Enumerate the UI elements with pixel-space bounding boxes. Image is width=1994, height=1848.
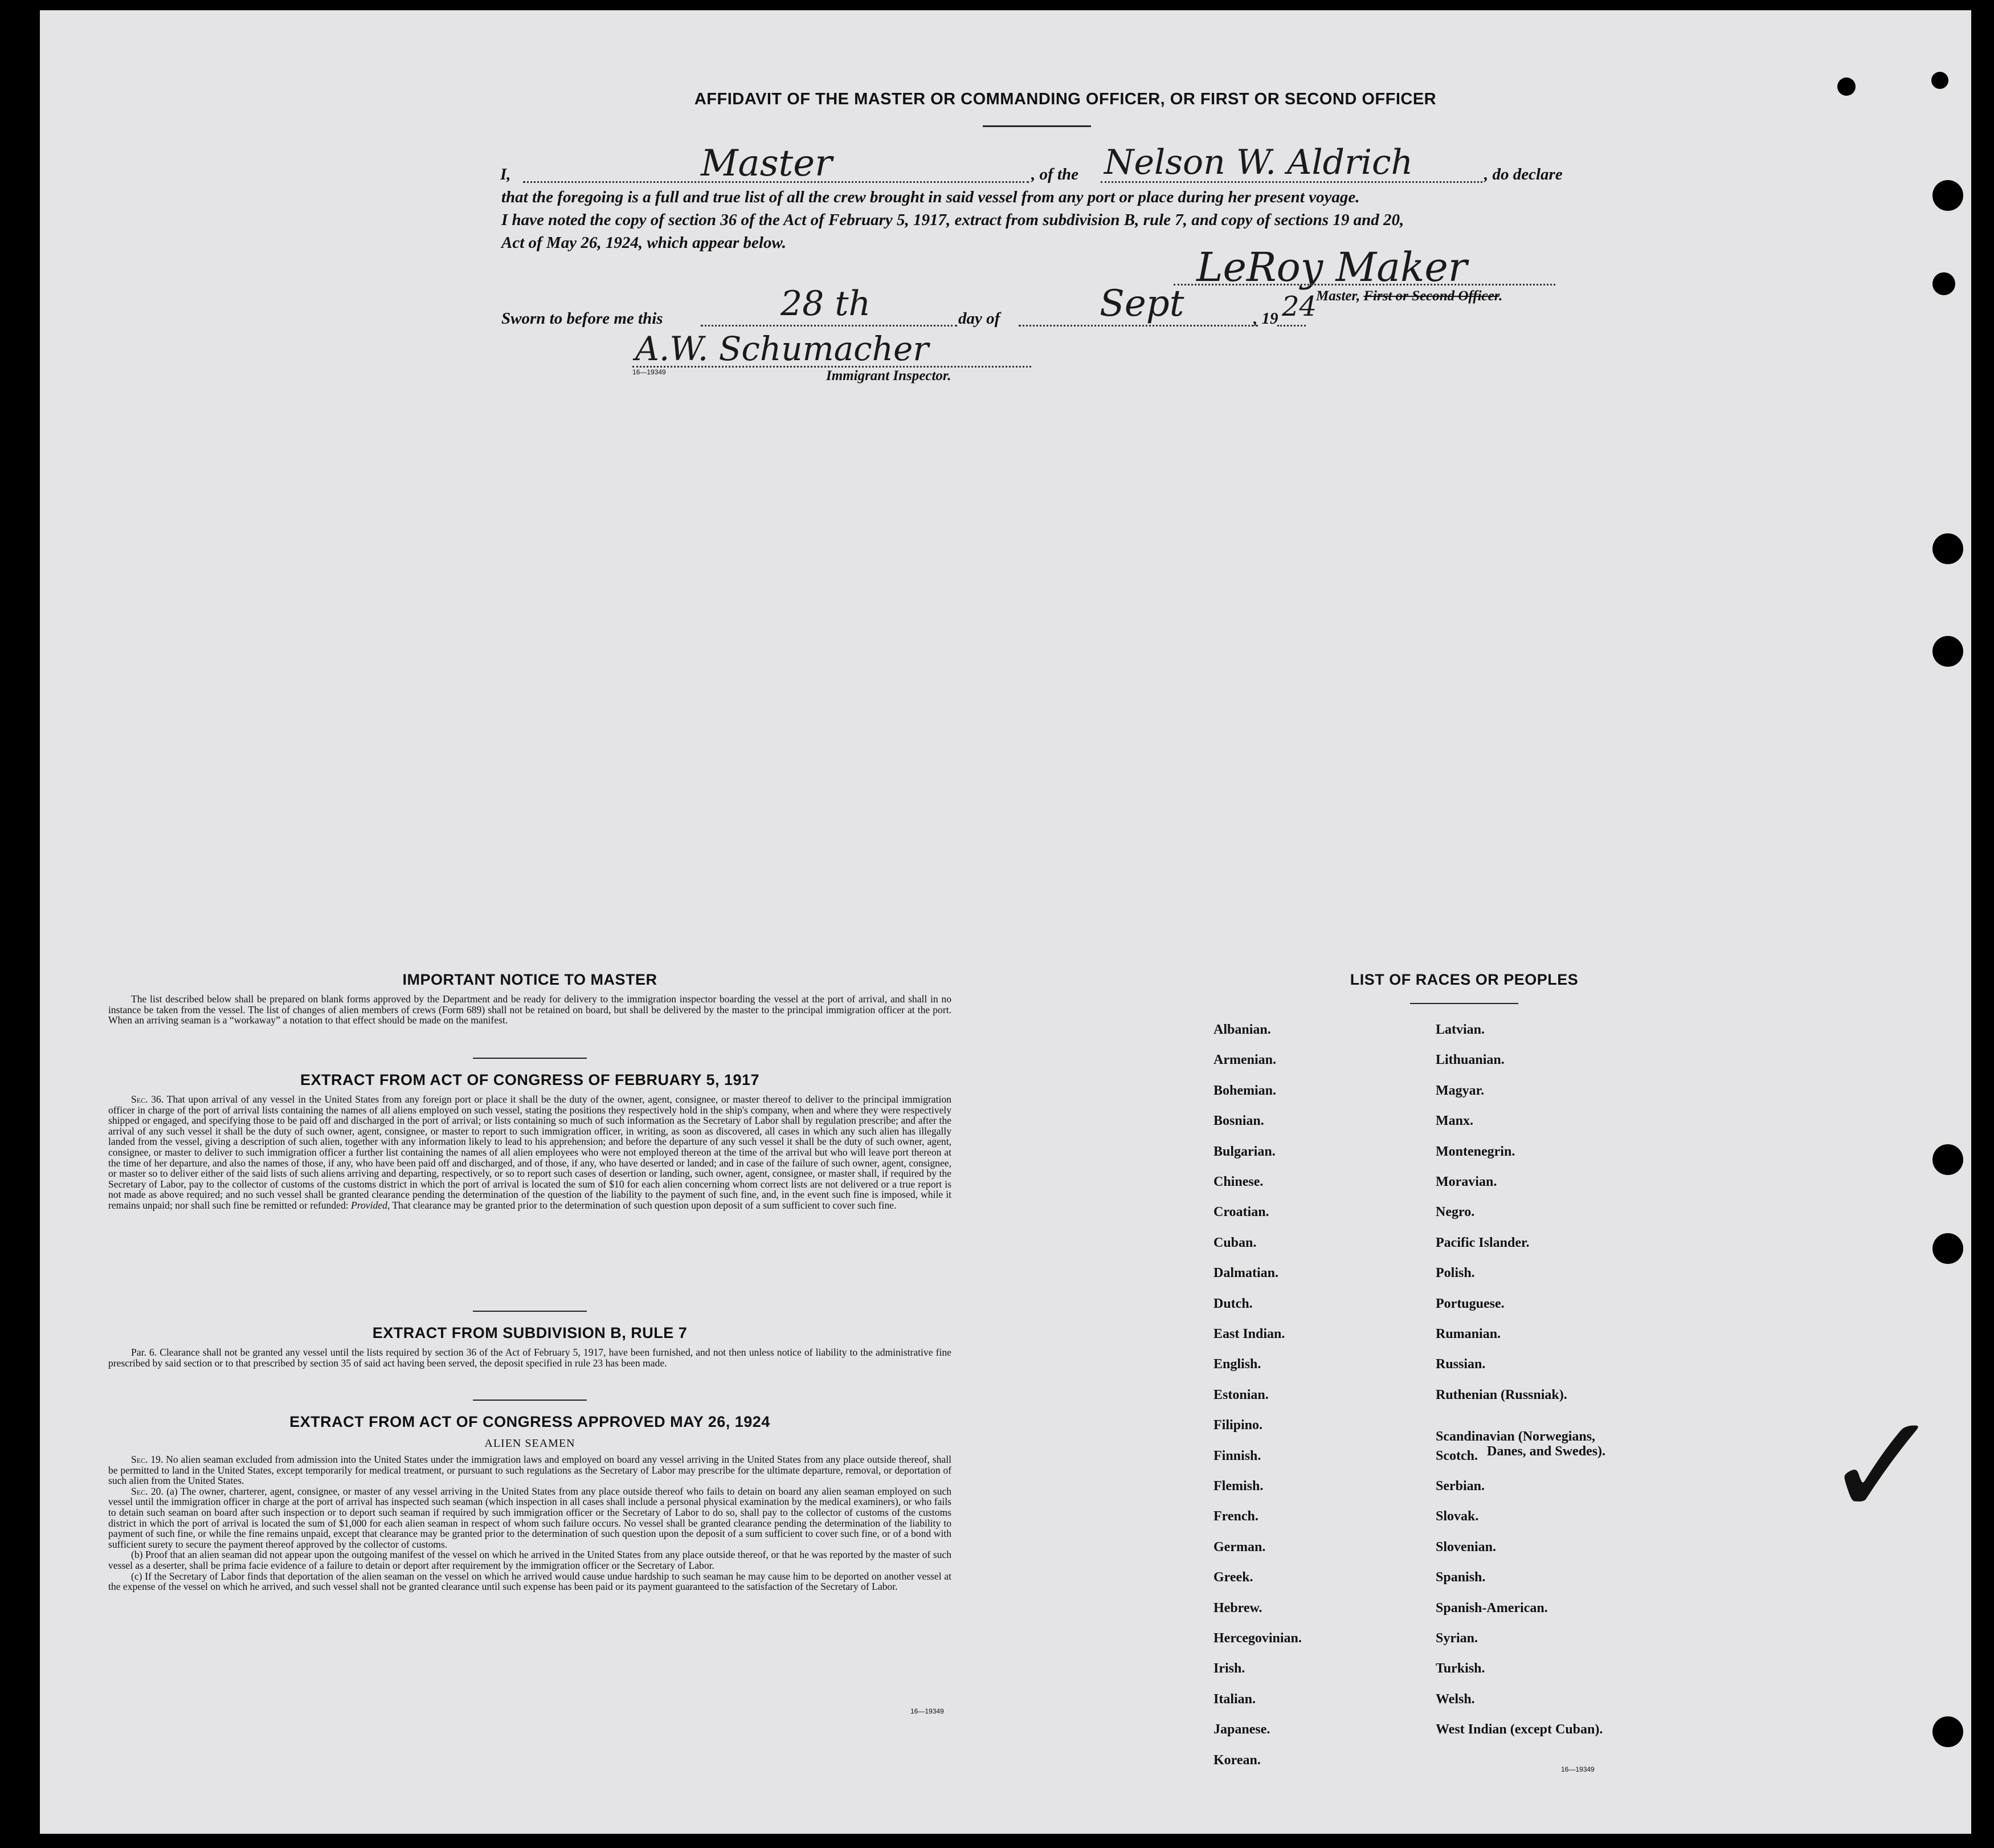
race-item: Chinese. xyxy=(1213,1174,1264,1189)
race-item: Montenegrin. xyxy=(1436,1144,1515,1159)
punch-hole xyxy=(1932,1233,1963,1264)
sec19-label: Sec. 19. xyxy=(131,1454,164,1465)
race-item: Serbian. xyxy=(1436,1479,1485,1494)
notice-text xyxy=(108,994,951,1026)
race-item: French. xyxy=(1213,1509,1258,1524)
extract1-title: EXTRACT FROM ACT OF CONGRESS OF FEBRUARY 5, 1917 xyxy=(300,1071,760,1088)
race-item: Finnish. xyxy=(1213,1448,1261,1463)
punch-hole xyxy=(1837,77,1856,96)
affidavit-line-2: that the foregoing is a full and true list of all the crew brought in said vessel from any port or place during her present voyage. xyxy=(501,188,1360,206)
race-item: Dalmatian. xyxy=(1213,1266,1278,1281)
year-prefix: , 19 xyxy=(1253,309,1278,328)
extract1-divider xyxy=(473,1311,587,1312)
do-declare-label: , do declare xyxy=(1484,165,1563,183)
race-item: Irish. xyxy=(1213,1661,1245,1676)
signature-line xyxy=(1174,274,1555,285)
year-field xyxy=(1277,312,1306,327)
race-item: Dutch. xyxy=(1213,1296,1253,1311)
extract2-title: EXTRACT FROM SUBDIVISION B, RULE 7 xyxy=(372,1324,688,1341)
race-item: Rumanian. xyxy=(1436,1327,1501,1341)
extract3-subtitle: ALIEN SEAMEN xyxy=(484,1437,575,1450)
of-the-label: , of the xyxy=(1031,165,1078,183)
race-scandinavian-line2: Danes, and Swedes). xyxy=(1487,1444,1606,1459)
title-divider xyxy=(983,125,1091,127)
race-item: Japanese. xyxy=(1213,1722,1270,1737)
race-item: Bosnian. xyxy=(1213,1113,1264,1129)
sec36-paragraph xyxy=(108,1094,951,1211)
punch-hole xyxy=(1932,636,1963,667)
affidavit-line-3: I have noted the copy of section 36 of the Act of February 5, 1917, extract from subdivision B, rule 7, and copy of sections 19 and 20, xyxy=(501,211,1404,229)
sec20a-text: (a) The owner, charterer, agent, consignee, or master of any vessel arriving in the United States from any place outside thereof who fails to detain on board any alien seaman employed on such vessel until the immigration officer in charge at the port of arrival has inspected such seaman (which inspection in all cases shall include a personal physical examination by the medical examiners), or who fails to detain such seaman on board after such inspection or to deport such seaman if required by such immigration officer or the Secretary of Labor to do so, shall pay to the collector of customs of the customs district in which the port of arrival is located the sum of $1,000 for each alien seaman in respect of whom such failure occurs. No vessel shall be granted clearance pending the determination of the liability to payment of such fine, or while the fine remains unpaid, except that clearance may be granted prior to the determination of such question upon the deposit of a sum sufficient to cover such fine, or of a bond with sufficient surety to secure the payment thereof approved by the collector of customs. xyxy=(108,1485,951,1550)
race-item: West Indian (except Cuban). xyxy=(1436,1722,1603,1737)
race-item: Estonian. xyxy=(1213,1387,1269,1402)
race-item: English. xyxy=(1213,1357,1261,1372)
race-item: Moravian. xyxy=(1436,1174,1497,1189)
punch-hole xyxy=(1932,180,1963,211)
extract3-form-number: 16—19349 xyxy=(910,1707,944,1715)
rule7-paragraph: Par. 6. Clearance shall not be granted any vessel until the lists required by section 36 of the Act of February 5, 1917, have been furnished, and not then unless notice of liability to the administrative fine prescribed by said section or to that prescribed by section 35 of said act having been served, the deposit specified in rule 23 has been made. xyxy=(108,1347,951,1369)
race-item: Scandinavian (Norwegians, xyxy=(1436,1429,1596,1445)
handwritten-month: Sept xyxy=(1100,283,1184,325)
affidavit-line-4: Act of May 26, 1924, which appear below. xyxy=(501,234,786,252)
race-item: Armenian. xyxy=(1213,1052,1276,1068)
sec20-label: Sec. 20. xyxy=(131,1485,164,1497)
race-item: Lithuanian. xyxy=(1436,1052,1505,1068)
sec19-text: No alien seaman excluded from admission into the United States under the immigration laws and employed on board any vessel arriving in the United States from any place outside thereof, shall be permitted to land in the United States, except temporarily for medical treatment, or pursuant to such regulations as the Secretary of Labor may prescribe for the ultimate departure, removal, or deportation of such alien from the United States. xyxy=(108,1454,951,1487)
affidavit-form-number: 16—19349 xyxy=(632,368,666,376)
races-divider xyxy=(1410,1003,1518,1004)
race-item: Hebrew. xyxy=(1213,1600,1262,1616)
race-item: German. xyxy=(1213,1539,1266,1555)
signature-caption xyxy=(1316,288,1502,304)
punch-hole xyxy=(1932,1144,1963,1175)
races-title: LIST OF RACES OR PEOPLES xyxy=(1350,971,1579,988)
punch-hole xyxy=(1931,72,1948,89)
race-item: Manx. xyxy=(1436,1113,1473,1129)
day-of-label: day of xyxy=(958,309,1000,328)
race-item: Polish. xyxy=(1436,1266,1475,1281)
sec20b-paragraph: (b) Proof that an alien seaman did not appear upon the outgoing manifest of the vessel on which he arrived in the United States from any place outside thereof, or that he was reported by the master of such vessel as a deserter, shall be prima facie evidence of a failure to detain or deport after requirement by the immigration officer or the Secretary of Labor. xyxy=(108,1549,951,1571)
race-item: Slovak. xyxy=(1436,1509,1479,1524)
sec20a-paragraph xyxy=(108,1486,951,1550)
handwritten-day: 28 th xyxy=(781,284,871,324)
notice-paragraph: The list described below shall be prepared on blank forms approved by the Department and be ready for delivery to the immigration inspector boarding the vessel at the port of arrival, and shall in no instance be taken from the vessel. The list of changes of alien members of crews (Form 689) shall not be retained on board, but shall be delivered by the master to the principal immigration officer at the port. When an arriving seaman is a “workaway” a notation to that effect should be made on the manifest. xyxy=(108,993,951,1026)
race-item: Greek. xyxy=(1213,1570,1253,1585)
handwritten-inspector-signature: A.W. Schumacher xyxy=(635,329,929,368)
extract3-title: EXTRACT FROM ACT OF CONGRESS APPROVED MAY 26, 1924 xyxy=(289,1413,770,1430)
race-item: Spanish-American. xyxy=(1436,1600,1548,1616)
affidavit-i-label: I, xyxy=(500,165,511,183)
race-item: Bohemian. xyxy=(1213,1083,1277,1098)
check-mark: ✓ xyxy=(1823,1383,1943,1549)
extract3-text xyxy=(108,1454,951,1592)
race-item: East Indian. xyxy=(1213,1327,1285,1341)
notice-title: IMPORTANT NOTICE TO MASTER xyxy=(402,971,657,988)
race-item: Ruthenian (Russniak). xyxy=(1436,1387,1567,1402)
race-item: Portuguese. xyxy=(1436,1296,1505,1311)
sec36-text: That upon arrival of any vessel in the United States from any foreign port or place it shall be the duty of the owner, agent, consignee, or master thereof to deliver to the principal immigration officer in charge of the port of arrival lists containing the names of all aliens employed on such vessel, stating the positions they respectively hold in the ship's company, when and where they were respectively shipped or engaged, and specifying those to be paid off and discharged in the port of arrival; or lists containing so much of such information as the Secretary of Labor shall by regulation prescribe; and after the arrival of any such vessel it shall be the duty of such owner, agent, consignee, or master to report to such immigration officer, in writing, as soon as discovered, all cases in which any such alien has illegally landed from the vessel, giving a description of such alien, together with any information likely to lead to his apprehension; and before the departure of any such vessel it shall be the duty of such owner, agent, consignee, or master to deliver to such immigration officer a further list containing the names of all alien employees who were not employed thereon at the time of the arrival but who will leave port thereon at the time of her departure, and also the names of those, if any, who have been paid off and discharged, and of those, if any, who have deserted or landed; and in case of the failure of such owner, agent, consignee, or master so to deliver either of the said lists of such aliens arriving and departing, respectively, or so to report such cases of desertion or landing, such owner, agent, consignee, or master shall, if required by the Secretary of Labor, pay to the collector of customs of the customs district in which the port of arrival is located the sum of $10 for each alien concerning whom correct lists are not delivered or a true report is not made as above required; and no such vessel shall be granted clearance pending the determination of the question of the liability to the payment of such fine, and, in the event such fine is imposed, while it remains unpaid; nor shall such fine be remitted or refunded: xyxy=(108,1094,951,1211)
sec19-paragraph xyxy=(108,1454,951,1486)
races-form-number: 16—19349 xyxy=(1561,1765,1595,1773)
extract2-divider xyxy=(473,1400,587,1401)
race-item: Spanish. xyxy=(1436,1570,1486,1585)
inspector-line xyxy=(632,357,1031,368)
race-item: Scotch. xyxy=(1436,1448,1478,1463)
race-item: Welsh. xyxy=(1436,1691,1475,1707)
race-item: Slovenian. xyxy=(1436,1539,1497,1555)
extract2-text xyxy=(108,1347,951,1368)
race-item: Turkish. xyxy=(1436,1661,1485,1676)
race-item: Pacific Islander. xyxy=(1436,1235,1530,1250)
signature-caption-master: Master, xyxy=(1316,288,1364,304)
race-item: Magyar. xyxy=(1436,1083,1485,1098)
race-item: Bulgarian. xyxy=(1213,1144,1276,1159)
sec20c-paragraph: (c) If the Secretary of Labor finds that deportation of the alien seaman on the vessel on which he arrived would cause undue hardship to such seaman he may cause him to be deported on another vessel at the expense of the vessel on which he arrived, and such vessel shall not be granted clearance until such expense has been paid or its payment guaranteed to the satisfaction of the Secretary of Labor. xyxy=(108,1570,951,1593)
notice-divider xyxy=(473,1058,587,1059)
signature-caption-struck: First or Second Officer xyxy=(1363,288,1499,304)
provided-word: Provided, xyxy=(351,1199,390,1211)
race-item: Korean. xyxy=(1213,1752,1261,1768)
race-item: Italian. xyxy=(1213,1691,1256,1707)
race-item: Croatian. xyxy=(1213,1205,1269,1220)
race-item: Filipino. xyxy=(1213,1418,1263,1433)
race-item: Albanian. xyxy=(1213,1022,1271,1037)
extract1-text xyxy=(108,1094,951,1211)
race-item: Negro. xyxy=(1436,1205,1475,1220)
inspector-caption: Immigrant Inspector. xyxy=(826,368,951,384)
sec36-text-end: That clearance may be granted prior to the determination of such question upon deposit of a sum sufficient to cover such fine. xyxy=(392,1199,897,1211)
handwritten-master-signature: LeRoy Maker xyxy=(1196,244,1468,291)
race-item: Cuban. xyxy=(1213,1235,1257,1250)
sworn-label: Sworn to before me this xyxy=(501,309,663,328)
race-item: Syrian. xyxy=(1436,1631,1478,1646)
race-item: Latvian. xyxy=(1436,1022,1485,1037)
handwritten-year: 24 xyxy=(1282,291,1317,323)
race-item: Russian. xyxy=(1436,1357,1486,1372)
handwritten-rank: Master xyxy=(701,142,832,185)
punch-hole xyxy=(1932,272,1955,295)
affidavit-title: AFFIDAVIT OF THE MASTER OR COMMANDING OFFICER, OR FIRST OR SECOND OFFICER xyxy=(694,90,1437,108)
signature-caption-end: . xyxy=(1499,288,1503,304)
document-page xyxy=(40,10,1971,1834)
handwritten-vessel-name: Nelson W. Aldrich xyxy=(1104,142,1413,182)
race-item: Flemish. xyxy=(1213,1479,1264,1494)
punch-hole xyxy=(1932,533,1963,564)
punch-hole xyxy=(1932,1716,1963,1747)
race-item: Hercegovinian. xyxy=(1213,1631,1302,1646)
sec36-label: Sec. 36. xyxy=(131,1094,164,1105)
